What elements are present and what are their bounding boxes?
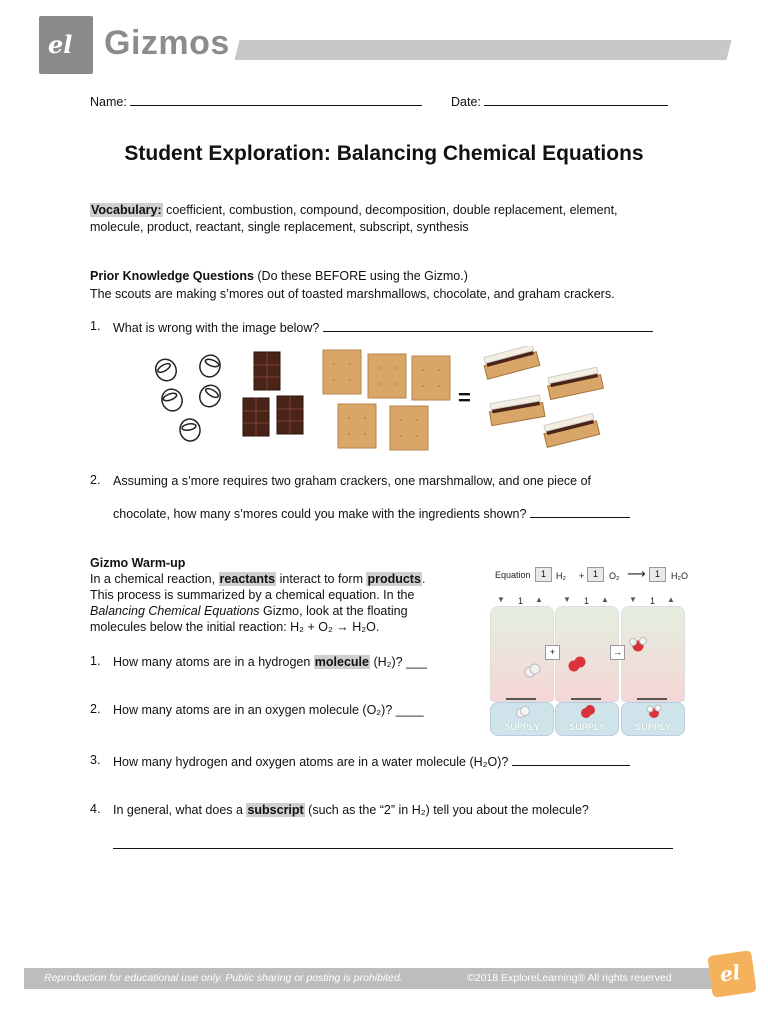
warmup-text: . [421,572,426,586]
gizmo-title-italic: Balancing Chemical Equations [90,604,260,618]
hydrogen-molecule-icon [525,664,540,677]
warmup-heading: Gizmo Warm-up [90,556,186,570]
brand-name: Gizmos [104,24,230,62]
hydrogen-supply-icon [515,705,531,719]
page-title: Student Exploration: Balancing Chemical Equations [124,142,644,165]
question-number: 2. [90,702,101,716]
water-molecule-icon [630,638,647,652]
name-blank[interactable] [130,93,422,106]
smores [482,346,603,447]
warmup-paragraph-line-3 [90,603,408,619]
coefficient-3[interactable]: 1 [649,567,666,582]
equation-label: Equation [495,570,531,580]
warmup-question-2: How many atoms are in an oxygen molecule (O₂)? ____ [113,703,424,717]
prior-question-2-text: chocolate, how many s’mores could you make with the ingredients shown? [113,507,527,521]
prior-intro: The scouts are making s’mores out of toasted marshmallows, chocolate, and graham crackers. [90,287,615,301]
question-number: 2. [90,473,101,487]
increment-icon[interactable]: ▲ [667,595,675,604]
prior-question-1-text: What is wrong with the image below? [113,321,320,335]
warmup-question-1-text: How many atoms are in a hydrogen [113,655,314,669]
vocabulary-terms-1: coefficient, combustion, compound, decomposition, double replacement, element, [162,203,618,217]
header-stripe [235,40,732,60]
warmup-text: interact to form [276,572,367,586]
molecule-term: molecule [314,655,369,669]
explorelearning-badge-icon [707,950,756,998]
oxygen-supply-icon [579,705,597,719]
reaction-arrow: ⟶ [627,566,646,581]
supply-button-h2[interactable] [490,702,554,736]
warmup-question-4 [113,802,589,818]
tube-floor [637,698,667,700]
vocabulary-terms-2: molecule, product, reactant, single replacement, subscript, synthesis [90,220,469,234]
prior-heading-line [90,268,468,284]
plus-sign: + [579,571,585,581]
warmup-question-3 [113,753,630,770]
decrement-icon[interactable]: ▼ [563,595,571,604]
explorelearning-logo [39,16,93,74]
prior-question-2-line-1: Assuming a s’more requires two graham crackers, one marshmallow, and one piece of [113,474,591,488]
logo-mark: el [48,30,73,59]
counter-value: 1 [518,596,524,606]
warmup-text: Gizmo, look at the floating [259,604,408,618]
footer-notice: Reproduction for educational use only. Public sharing or posting is prohibited. [44,972,403,984]
products-term: products [367,572,421,586]
date-blank[interactable] [484,93,668,106]
name-label: Name: [90,95,127,109]
question-number: 4. [90,802,101,816]
oxygen-molecule-icon [569,657,586,672]
arrow-button[interactable]: → [610,645,625,660]
increment-icon[interactable]: ▲ [601,595,609,604]
plus-button[interactable]: + [545,645,560,660]
chocolate-bars [243,352,303,436]
species-2: O₂ [609,571,620,581]
prior-question-2-line-2 [113,505,630,522]
decrement-icon[interactable]: ▼ [629,595,637,604]
warmup-paragraph-line-1 [90,571,425,587]
supply-button-o2[interactable] [555,702,619,736]
tube-floor [571,698,601,700]
subscript-term: subscript [247,803,304,817]
reactants-term: reactants [219,572,276,586]
marshmallows [152,352,224,442]
species-3: H₂O [671,571,688,581]
prior-heading-note: (Do these BEFORE using the Gizmo.) [253,269,468,283]
question-number: 1. [90,319,101,333]
warmup-paragraph-line-2: This process is summarized by a chemical equation. In the [90,588,415,602]
question-number: 1. [90,654,101,668]
warmup-question-1 [113,654,427,670]
water-supply-icon [645,704,663,720]
warmup-question-1-end: (H₂)? ___ [369,655,427,669]
warmup-question-4-end: (such as the “2” in H₂) tell you about the molecule? [304,803,589,817]
supply-label: SUPPLY [504,722,540,732]
counter-value: 1 [584,596,590,606]
name-field[interactable] [90,93,422,110]
answer-line[interactable] [113,848,673,849]
answer-blank[interactable] [530,505,630,518]
graham-crackers [323,350,450,450]
answer-blank[interactable] [323,319,653,332]
supply-label: SUPPLY [569,722,605,732]
prior-question-1 [113,319,653,336]
footer-copyright: ©2018 ExploreLearning® All rights reserved [467,972,672,984]
prior-heading: Prior Knowledge Questions [90,269,254,283]
counter-value: 1 [650,596,656,606]
badge-mark: el [718,959,742,987]
date-label: Date: [451,95,481,109]
warmup-text: In a chemical reaction, [90,572,219,586]
vocabulary-line-1 [90,202,618,218]
date-field[interactable] [451,93,668,110]
coefficient-2[interactable]: 1 [587,567,604,582]
species-1: H₂ [556,571,566,581]
answer-blank[interactable] [512,753,630,766]
supply-label: SUPPLY [635,722,671,732]
supply-button-h2o[interactable] [621,702,685,736]
smores-image [150,346,610,454]
decrement-icon[interactable]: ▼ [497,595,505,604]
warmup-paragraph-line-4: molecules below the initial reaction: H₂ + O₂ → H₂O. [90,620,380,634]
vocabulary-label: Vocabulary: [91,203,162,217]
warmup-question-4-text: In general, what does a [113,803,247,817]
equals-sign: = [458,385,471,410]
molecule-graphics [490,630,690,690]
warmup-question-3-text: How many hydrogen and oxygen atoms are in a water molecule (H₂O)? [113,755,509,769]
tube-floor [506,698,536,700]
increment-icon[interactable]: ▲ [535,595,543,604]
question-number: 3. [90,753,101,767]
coefficient-1[interactable]: 1 [535,567,552,582]
